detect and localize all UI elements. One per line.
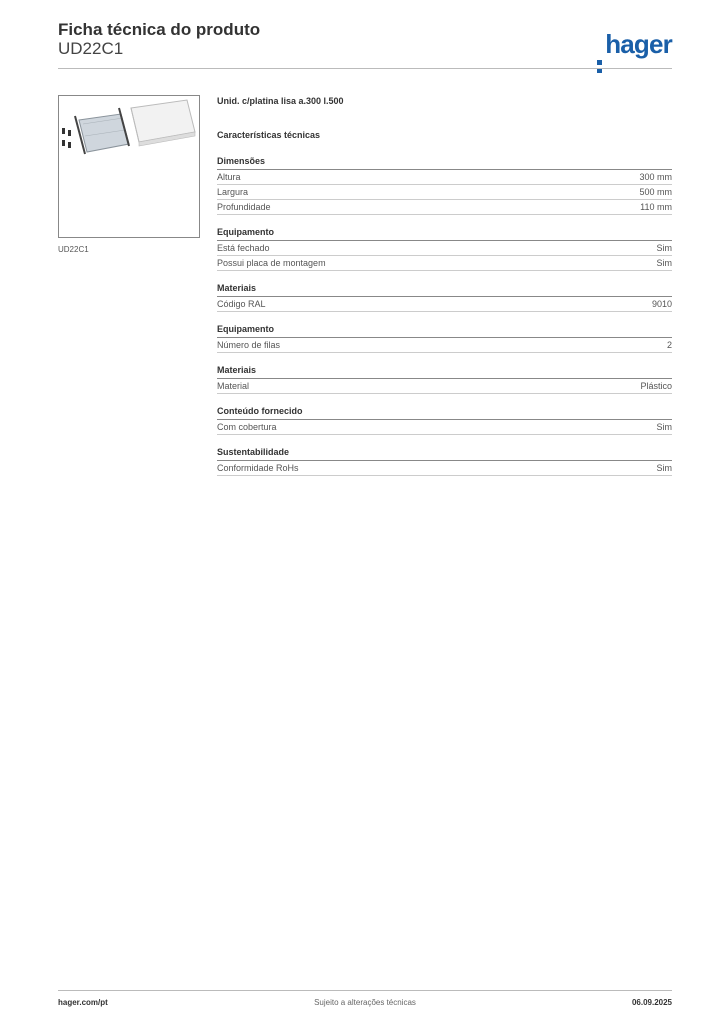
footer-disclaimer: Sujeito a alterações técnicas	[314, 998, 416, 1007]
image-caption: UD22C1	[58, 245, 89, 254]
spec-group	[217, 447, 672, 476]
spec-row	[217, 256, 672, 271]
spec-content	[217, 96, 672, 476]
footer-date: 06.09.2025	[631, 998, 672, 1007]
spec-label: Está fechado	[217, 243, 270, 253]
spec-group	[217, 227, 672, 271]
spec-label: Possui placa de montagem	[217, 258, 326, 268]
spec-label: Profundidade	[217, 202, 271, 212]
spec-row	[217, 185, 672, 200]
spec-group	[217, 406, 672, 435]
spec-row	[217, 241, 672, 256]
spec-row	[217, 338, 672, 353]
spec-label: Largura	[217, 187, 249, 197]
spec-group-title: Equipamento	[217, 324, 672, 338]
spec-row	[217, 461, 672, 476]
spec-row	[217, 379, 672, 394]
spec-label: Material	[217, 381, 250, 391]
spec-value: 2	[666, 340, 672, 350]
spec-group	[217, 283, 672, 312]
spec-row	[217, 297, 672, 312]
spec-group-title: Conteúdo fornecido	[217, 406, 672, 420]
spec-value: Sim	[656, 258, 672, 268]
product-description: Unid. c/platina lisa a.300 l.500	[217, 96, 344, 106]
spec-label: Com cobertura	[217, 422, 277, 432]
spec-value: Sim	[656, 463, 672, 473]
spec-group-title: Materiais	[217, 365, 672, 379]
footer-divider	[58, 990, 672, 991]
spec-value: Sim	[656, 422, 672, 432]
spec-value: 300 mm	[639, 172, 672, 182]
spec-row	[217, 170, 672, 185]
spec-group-title: Equipamento	[217, 227, 672, 241]
spec-group-title: Dimensões	[217, 156, 672, 170]
header-divider	[58, 68, 672, 69]
spec-row	[217, 420, 672, 435]
spec-value: 500 mm	[639, 187, 672, 197]
product-image	[58, 95, 200, 238]
spec-row	[217, 200, 672, 215]
spec-value: Sim	[656, 243, 672, 253]
product-illustration	[59, 96, 199, 237]
product-code: UD22C1	[58, 39, 124, 58]
spec-groups	[217, 156, 672, 476]
page-header	[58, 20, 672, 70]
spec-group-title: Materiais	[217, 283, 672, 297]
spec-value: Plástico	[640, 381, 672, 391]
spec-group	[217, 365, 672, 394]
spec-group	[217, 156, 672, 215]
document-title: Ficha técnica do produto	[58, 20, 261, 39]
hager-logo[interactable]	[597, 29, 672, 60]
spec-label: Número de filas	[217, 340, 281, 350]
spec-value: 9010	[651, 299, 672, 309]
spec-value: 110 mm	[640, 202, 672, 212]
logo-text: hager	[605, 29, 672, 59]
footer-website-link[interactable]: hager.com/pt	[58, 998, 108, 1007]
spec-group	[217, 324, 672, 353]
specs-section-title: Características técnicas	[217, 130, 321, 140]
page-footer	[58, 998, 672, 1010]
spec-label: Altura	[217, 172, 241, 182]
spec-group-title: Sustentabilidade	[217, 447, 672, 461]
spec-label: Código RAL	[217, 299, 266, 309]
spec-label: Conformidade RoHs	[217, 463, 299, 473]
